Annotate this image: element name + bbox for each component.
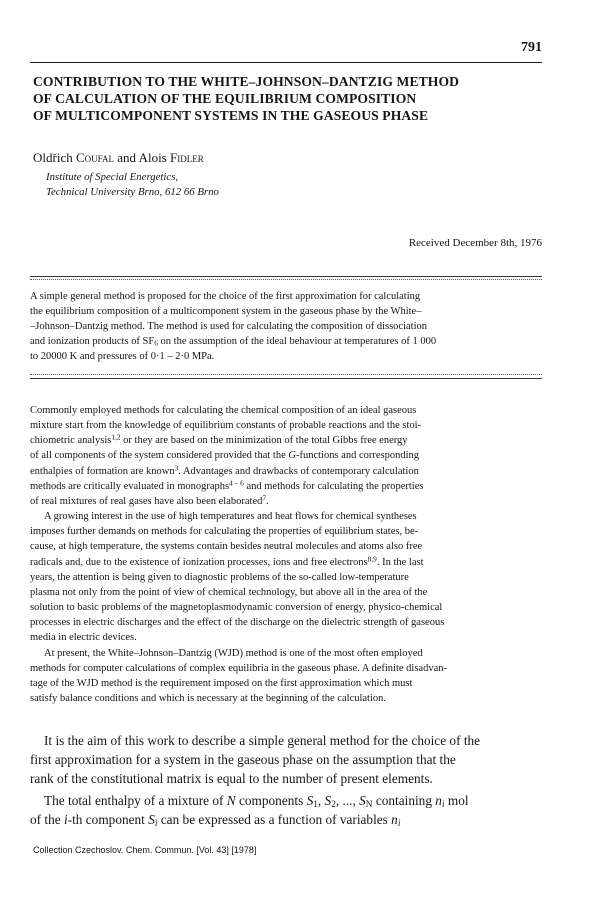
abstract-rule-top: [30, 276, 542, 277]
aim-paragraph: [30, 731, 550, 788]
page-number: 791: [521, 40, 542, 55]
body-line: first approximation for a system in the gaseous phase on the assumption that the: [30, 752, 456, 767]
citation: 4 – 6: [229, 478, 244, 488]
body-line: It is the aim of this work to describe a simple general method for the choice of the: [44, 733, 481, 748]
affiliation-line: Institute of Special Energetics,: [46, 171, 179, 183]
citation: 1,2: [111, 433, 121, 443]
body-line: of all components of the system considered provided that the G-functions and corresponding: [30, 450, 420, 462]
body-line: rank of the constitutional matrix is equal to the number of present elements.: [30, 771, 433, 786]
article-title: [33, 73, 553, 124]
author-2-surname: Fidler: [169, 150, 204, 165]
body-line: methods for computer calculations of complex equilibria in the gaseous phase. A definite disadvan-: [30, 662, 447, 674]
header-rule: [30, 62, 542, 63]
citation: 3: [174, 463, 179, 473]
enthalpy-paragraph: [30, 791, 550, 829]
received-date: Received December 8th, 1976: [408, 237, 542, 249]
author-1-given: Oldřich: [33, 150, 73, 165]
body-line: radicals and, due to the existence of ionization processes, ions and free electrons$^{8,9}$. In the last: [30, 554, 424, 568]
body-line: solution to basic problems of the magnetoplasmodynamic conversion of energy, physico-chemical: [30, 602, 443, 614]
author-1-surname: Coufal: [75, 150, 114, 165]
citation: 8,9: [367, 554, 377, 564]
body-line: Commonly employed methods for calculating the chemical composition of an ideal gaseous: [30, 405, 417, 416]
affiliation-line: Technical University Brno, 612 66 Brno: [46, 186, 219, 198]
abstract-line: A simple general method is proposed for the choice of the first approximation for calculating: [30, 291, 421, 302]
author-2-given: Alois: [138, 150, 167, 165]
affiliation: [46, 170, 219, 200]
abstract: [30, 289, 544, 364]
abstract-rule-top-dotted: [30, 279, 542, 280]
title-line: CONTRIBUTION TO THE WHITE–JOHNSON–DANTZIG METHOD: [33, 74, 460, 89]
abstract-line: and ionization products of $SF_6$ on the assumption of the ideal behaviour at temperatures of 1 000: [30, 336, 437, 348]
body-line: chiometric analysis$^{1,2}$ or they are based on the minimization of the total Gibbs free energy: [30, 433, 408, 447]
citation: 7: [262, 493, 267, 503]
body-line: At present, the White–Johnson–Dantzig (WJD) method is one of the most often employed: [44, 647, 423, 659]
abstract-line: to 20000 K and pressures of 0·1 – 2·0 MPa.: [30, 351, 215, 362]
abstract-line: the equilibrium composition of a multicomponent system in the gaseous phase by the White–: [30, 306, 422, 317]
body-line: years, the attention is being given to diagnostic problems of the so-called low-temperature: [30, 571, 409, 583]
body-line: media in electric devices.: [30, 632, 137, 644]
body-line: cause, at high temperature, the systems contain besides neutral molecules and atoms also free: [30, 541, 423, 553]
body-line: methods are critically evaluated in monographs$^{4 - 6}$ and methods for calculating the properties: [30, 478, 424, 492]
body-line: A growing interest in the use of high temperatures and heat flows for chemical syntheses: [44, 511, 417, 523]
author-conjunction: and: [117, 150, 137, 165]
body-line: satisfy balance conditions and which is necessary at the beginning of the calculation.: [30, 692, 387, 704]
body-line: of the i-th component $S_i$ can be expressed as a function of variables $n_i$: [30, 812, 401, 829]
body-line: processes in electric discharges and the effect of the discharge on the dielectric strength of gaseous: [30, 617, 445, 629]
body-line: mixture start from the knowledge of equilibrium constants of probable reactions and the stoi-: [30, 420, 422, 432]
body-line: of real mixtures of real gases have also been elaborated$^7$.: [30, 493, 269, 507]
subscript: 6: [154, 338, 158, 348]
body-line: imposes further demands on methods for calculating the properties of equilibrium states, be-: [30, 526, 419, 538]
body-text: [30, 403, 544, 706]
author-line: [33, 150, 204, 166]
body-line: tage of the WJD method is the requirement imposed on the first approximation which must: [30, 677, 413, 689]
abstract-rule-bottom: [30, 378, 542, 379]
body-line: enthalpies of formation are known$^3$. Advantages and drawbacks of contemporary calculation: [30, 463, 419, 477]
journal-footer: Collection Czechoslov. Chem. Commun. [Vol. 43] [1978]: [33, 845, 257, 855]
title-line: OF CALCULATION OF THE EQUILIBRIUM COMPOSITION: [33, 91, 417, 106]
title-line: OF MULTICOMPONENT SYSTEMS IN THE GASEOUS PHASE: [33, 108, 429, 123]
abstract-line: –Johnson–Dantzig method. The method is used for calculating the composition of dissociation: [30, 321, 427, 332]
body-line: The total enthalpy of a mixture of N components $S_1$, $S_2$, ..., $S_N$ containing $n_i$ mol: [44, 793, 469, 810]
abstract-rule-bottom-dotted: [30, 374, 542, 375]
body-line: plasma not only from the point of view of chemical technology, but above all in the area of the: [30, 586, 428, 598]
